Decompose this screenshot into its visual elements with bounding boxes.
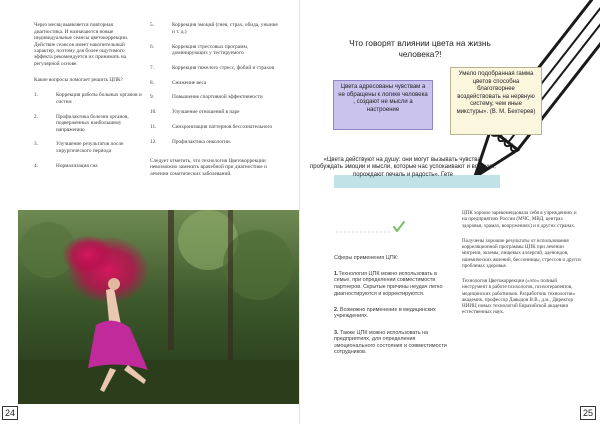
list-item: 1. Коррекция работы больных органов и систем — [34, 92, 142, 105]
page-number-right: 25 — [580, 406, 596, 420]
list-item: 10. Улучшение отношений в паре — [150, 109, 240, 116]
applications-heading: Сферы применения ЦПК: — [334, 254, 399, 261]
purple-callout: Цвета адресованы чувствам а не обращены к логике человека , создают не мысли а настроение — [333, 80, 433, 130]
cream-callout: Умело подобранная гамма цветов способна благотворнее воздействовать на нервную систему, чем иные микстуры». (В. М. Бехтерев) — [450, 67, 542, 135]
spread-gutter — [299, 0, 300, 424]
quote-text: «Цвета действуют на душу: они могут вызывать чувства, пробуждать эмоции и мысли, которые нас успокаивают и волнуют, порождают печаль и радость». Гете — [310, 156, 496, 178]
page-title: Что говорят влиянии цвета на жизнь человека?! — [349, 38, 491, 59]
list-item: 9. Повышение спортивной эффективности — [150, 94, 263, 101]
paragraph: Получены хорошие результаты от использования корреляционной программы ЦПК при лечении мигрени, экземы, пищевых аллергий, аденоидов, ишемических явлений, бессонницы, стрессов и других проблемах здоровья. — [462, 238, 582, 269]
list-item: 2. Профилактика болезни органов, подверженных наибольшему напряжению — [34, 113, 129, 133]
list-item: 3. Улучшение результатов после хирургического периода — [34, 141, 124, 154]
list-item: 12. Профилактика онкологии. — [150, 138, 232, 145]
right-column-2 — [462, 204, 582, 325]
goethe-quote — [306, 141, 500, 195]
application-3: 3. Также ЦПК можно использовать на предприятиях, для определения эмоционального состояния и совместимости сотрудников. — [334, 329, 447, 356]
page-number-left: 24 — [2, 406, 18, 420]
application-1: 1.Технология ЦПК можно использовать в семье, при определении совместимости партнеров. Скрытые причины неудач легко диагностируются и корректируются. — [334, 270, 443, 297]
list-item: 8. Снижение веса — [150, 79, 207, 86]
paragraph: Технология Цветокоррекции («это» полный инструмент в работе психологов, психотерапевтов, медицинских работников. Разработчик технологии» академик, профессор Давыдов В.В., д.м., Директор НИИЦ новых технологий Евразийской академии естественных наук. — [462, 278, 576, 316]
application-2: 2. Возможно применение в медицинских учреждениях. — [334, 306, 436, 320]
question-heading: Какие вопросы помогает решить ЦПК? — [34, 76, 123, 83]
list-item: 6. Коррекция стрессовых программ, доминирующих у тестируемого — [150, 43, 249, 57]
list-item: 5. Коррекция эмоций (гнев, страх, обида, уныние и т. д.) — [150, 22, 278, 35]
list-item: 7. Коррекция тяжелого стресс, фобий и страхов — [150, 64, 274, 71]
left-column-1 — [34, 16, 142, 177]
left-column-2 — [150, 16, 280, 186]
dancer-photo — [18, 210, 299, 404]
check-icon — [336, 220, 406, 234]
paragraph: ЦПК хорошо зарекомендовала себя в учреждениях и на предприятиях России (МЧС, МВД, центрах здоровья, храмах, вооружениях) и в других странах. — [462, 210, 577, 229]
list-item: 4. Нормализация сна — [34, 162, 98, 169]
intro-paragraph: Через месяц выявляется повторная диагностика. И назначаются новые индивидуальные сеансы цветокоррекции. Действие сеансов имеет накопительный характер, поэтому для более ощутимого эффекта рекомендуется их принимать на регулярной основе. — [34, 22, 129, 67]
closing-paragraph: Следует отметить, что технология Цветокоррекции невозможно заменить врачебной при диагностике и лечении соматических заболеваний. — [150, 157, 267, 177]
right-column-1 — [334, 248, 452, 366]
list-item: 11. Синхронизация паттернов бессознательного — [150, 124, 273, 131]
